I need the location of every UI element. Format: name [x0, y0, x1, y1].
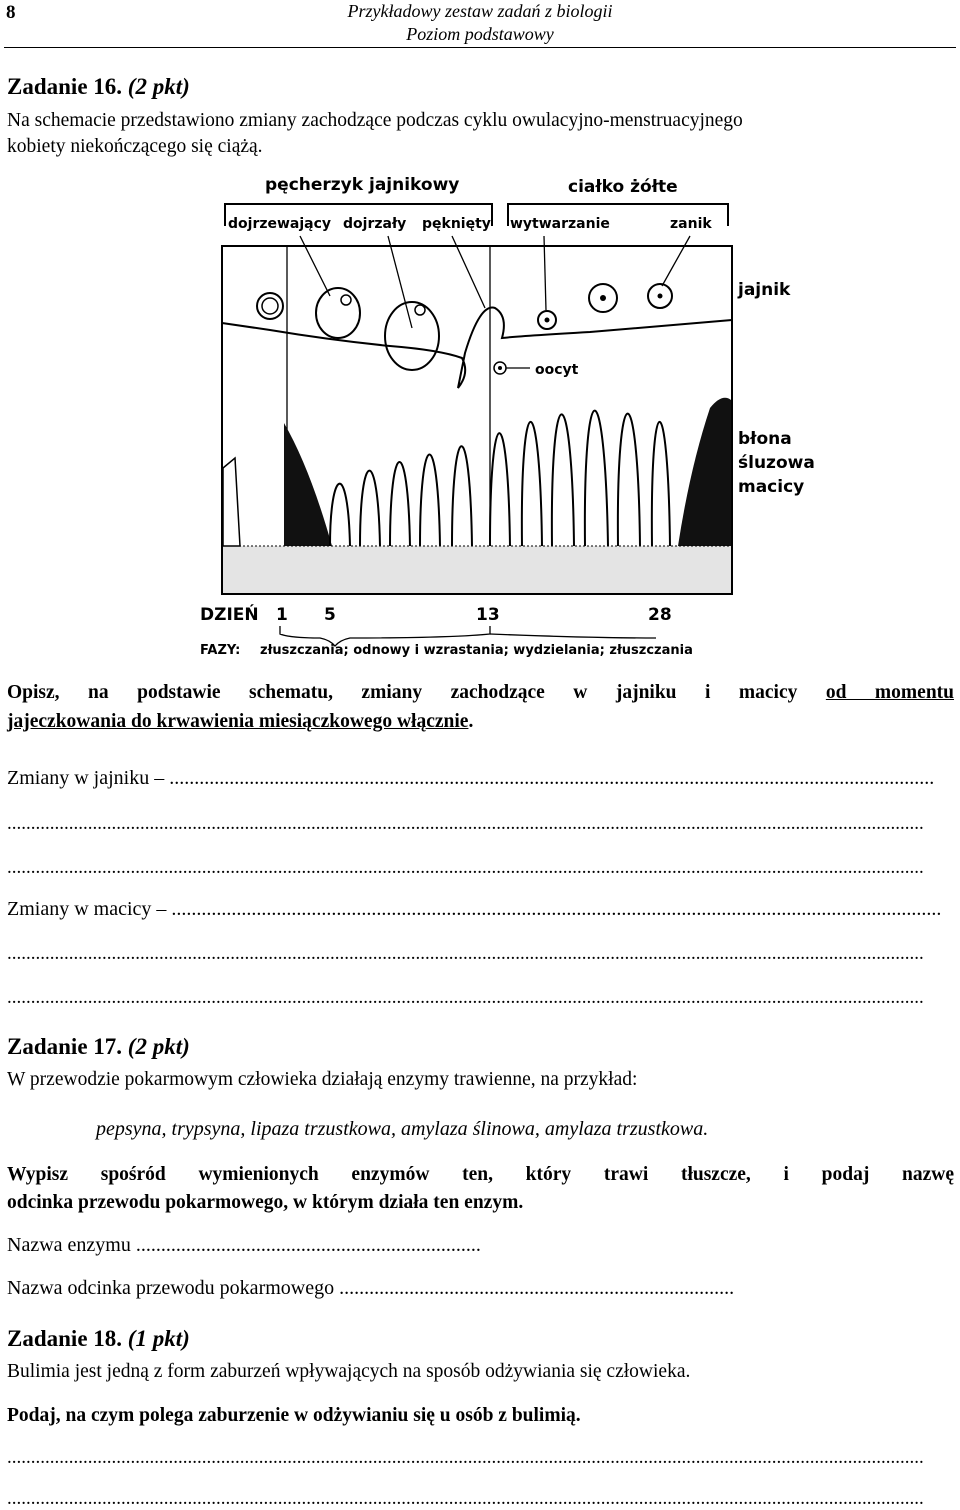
- ovary-answer-label: Zmiany w jajniku –: [7, 767, 165, 789]
- task16-question-line2: [7, 709, 954, 735]
- segment-answer-line[interactable]: Nazwa odcinka przewodu pokarmowego ...............................................................................: [7, 1277, 735, 1299]
- follicle-mature: [385, 302, 439, 370]
- enzyme-answer-line[interactable]: Nazwa enzymu .....................................................................: [7, 1234, 481, 1256]
- follicle-maturing: [316, 288, 360, 338]
- day-label: DZIEŃ: [200, 605, 259, 625]
- menstrual-shedding-start: [284, 423, 332, 546]
- task17-points: (2 pkt): [127, 1034, 190, 1059]
- enzyme-answer-label: Nazwa enzymu: [7, 1234, 131, 1256]
- task16-question-line1: [7, 680, 954, 706]
- endometrial-glands: [330, 411, 670, 546]
- task16-question-underlined-1: od momentu: [825, 682, 955, 703]
- stage-maturing: dojrzewający: [228, 216, 332, 232]
- ovary-answer-line-2[interactable]: .................................................................................................................................................................................................: [7, 813, 924, 834]
- oocyte-label: oocyt: [535, 362, 579, 378]
- bulimia-answer-line-2[interactable]: .................................................................................................................................................................................................: [7, 1488, 924, 1509]
- uterus-answer-line[interactable]: Zmiany w macicy – ..........................................................................................................................................................: [7, 898, 942, 920]
- uterine-base: [223, 546, 731, 593]
- menstrual-cycle-diagram: [190, 168, 815, 668]
- follicle-small: [257, 293, 283, 319]
- task18-points: (1 pkt): [127, 1326, 190, 1351]
- task18-question: Podaj, na czym polega zaburzenie w odżywianiu się u osób z bulimią.: [7, 1405, 581, 1426]
- task17-intro: W przewodzie pokarmowym człowieka działają enzymy trawienne, na przykład:: [7, 1069, 638, 1090]
- task17-question-line1: Wypisz spośród wymienionych enzymów ten, który trawi tłuszcze, i podaj nazwę: [7, 1164, 954, 1185]
- phases-text: złuszczania; odnowy i wzrastania; wydzielania; złuszczania: [260, 643, 693, 658]
- task16-question-end: .: [468, 711, 474, 732]
- day-5: 5: [324, 605, 336, 625]
- task16-points: (2 pkt): [127, 74, 190, 99]
- task18-intro: Bulimia jest jedną z form zaburzeń wpływających na sposób odżywiania się człowieka.: [7, 1361, 691, 1382]
- stage-mature: dojrzały: [343, 216, 407, 232]
- task17-title-text: Zadanie 17.: [7, 1034, 123, 1059]
- day-1: 1: [276, 605, 288, 625]
- follicle-label: pęcherzyk jajnikowy: [265, 175, 460, 195]
- day-13: 13: [476, 605, 500, 625]
- task16-question-text: Opisz, na podstawie schematu, zmiany zachodzące w jajniku i macicy: [7, 682, 826, 703]
- day-28: 28: [648, 605, 672, 625]
- ovary-answer-line[interactable]: Zmiany w jajniku – .........................................................................................................................................................: [7, 767, 935, 789]
- phases-label: FAZY:: [200, 643, 241, 658]
- task18-title-text: Zadanie 18.: [7, 1326, 123, 1351]
- task16-intro-line1: Na schemacie przedstawiono zmiany zachodzące podczas cyklu owulacyjno-menstruacyjnego: [7, 110, 743, 131]
- ovary-wall: [222, 308, 732, 388]
- ovary-label: jajnik: [738, 280, 791, 300]
- task16-question-underlined-2: jajeczkowania do krwawienia miesiączkowego włącznie: [7, 711, 469, 732]
- header-title: Przykładowy zestaw zadań z biologii: [347, 1, 613, 21]
- task16-intro-line2: kobiety niekończącego się ciążą.: [7, 136, 263, 157]
- uterus-answer-line-2[interactable]: .................................................................................................................................................................................................: [7, 943, 924, 964]
- mucosa-label-2: śluzowa: [738, 453, 815, 473]
- header-subtitle: Poziom podstawowy: [406, 24, 554, 44]
- task17-title: [7, 1034, 190, 1060]
- task18-title: [7, 1326, 190, 1352]
- stage-formation: wytwarzanie: [510, 216, 610, 232]
- corpus-luteum-label: ciałko żółte: [568, 177, 678, 197]
- task16-title-text: Zadanie 16.: [7, 74, 123, 99]
- mucosa-label-3: macicy: [738, 477, 805, 497]
- uterus-answer-label: Zmiany w macicy –: [7, 898, 167, 920]
- header-rule: [4, 47, 956, 48]
- task17-question-line2: odcinka przewodu pokarmowego, w którym działa ten enzym.: [7, 1192, 524, 1213]
- task17-enzyme-list: pepsyna, trypsyna, lipaza trzustkowa, amylaza ślinowa, amylaza trzustkowa.: [96, 1118, 709, 1140]
- stage-regression: zanik: [670, 216, 712, 232]
- ovary-answer-line-3[interactable]: .................................................................................................................................................................................................: [7, 857, 924, 878]
- menstrual-shedding-end: [678, 398, 731, 546]
- page-number: 8: [6, 2, 16, 23]
- uterus-answer-line-3[interactable]: .................................................................................................................................................................................................: [7, 987, 924, 1008]
- task16-title: [7, 74, 190, 100]
- mucosa-label-1: błona: [738, 429, 792, 449]
- bulimia-answer-line-1[interactable]: .................................................................................................................................................................................................: [7, 1447, 924, 1468]
- segment-answer-label: Nazwa odcinka przewodu pokarmowego: [7, 1277, 335, 1299]
- stage-ruptured: pęknięty: [422, 216, 491, 232]
